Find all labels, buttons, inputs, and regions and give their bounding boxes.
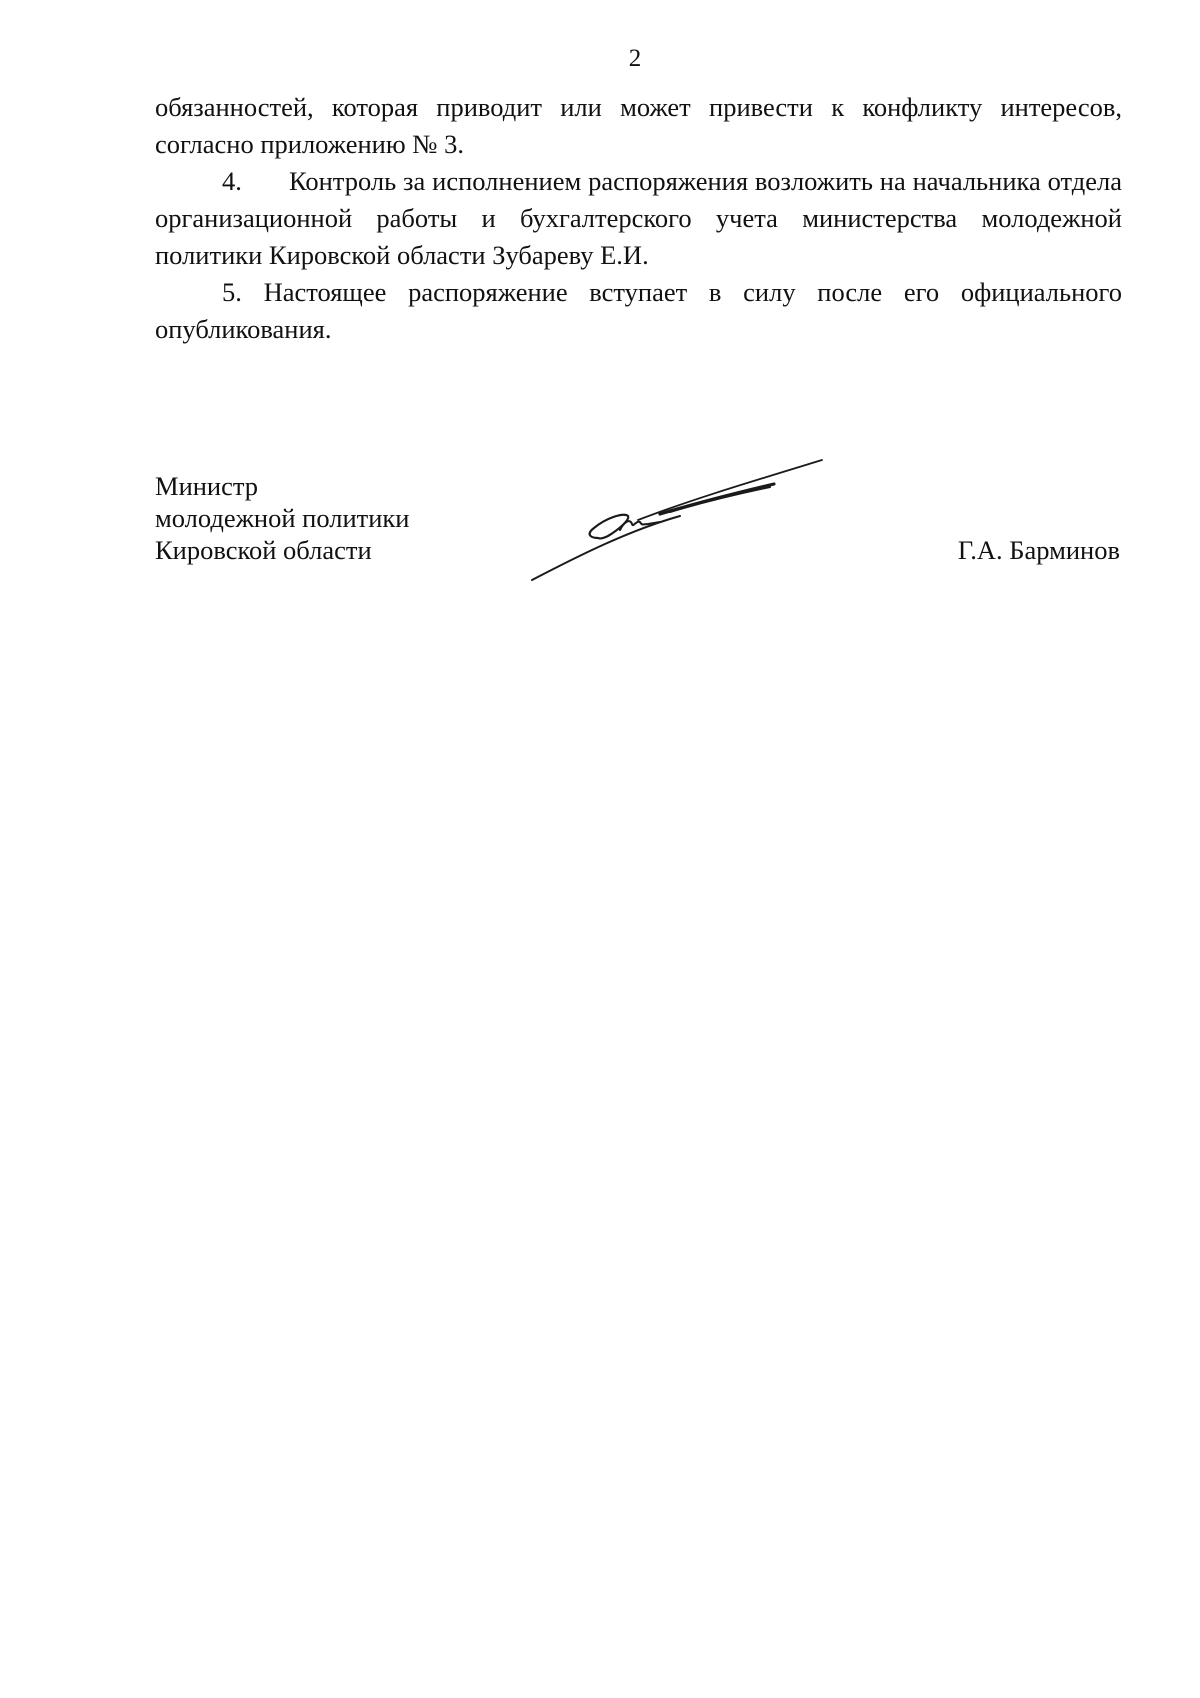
handwritten-signature (520, 450, 830, 590)
signer-name: Г.А. Барминов (957, 535, 1120, 565)
paragraph-item-5: 5. Настоящее распоряжение вступает в силу после его официального опубликования. (155, 277, 1122, 344)
position-line-1: Министр (155, 471, 259, 501)
position-line-3: Кировской области (155, 535, 372, 565)
position-line-2: молодежной политики (155, 503, 410, 533)
paragraph-item-4-text: Контроль за исполнением распоряжения возложить на начальника отдела организационной работы и бухгалтерского учета министерства молодежной политики Кировской области Зубареву Е.И. (155, 166, 1122, 270)
paragraph-number: 4. (222, 166, 242, 196)
paragraph-item-4 (155, 163, 1122, 274)
page-number: 2 (628, 45, 642, 72)
paragraph-continuation: обязанностей, которая приводит или может привести к конфликту интересов, согласно приложению № 3. (155, 92, 1122, 159)
document-body (155, 89, 1122, 348)
signatory-position (155, 470, 409, 566)
